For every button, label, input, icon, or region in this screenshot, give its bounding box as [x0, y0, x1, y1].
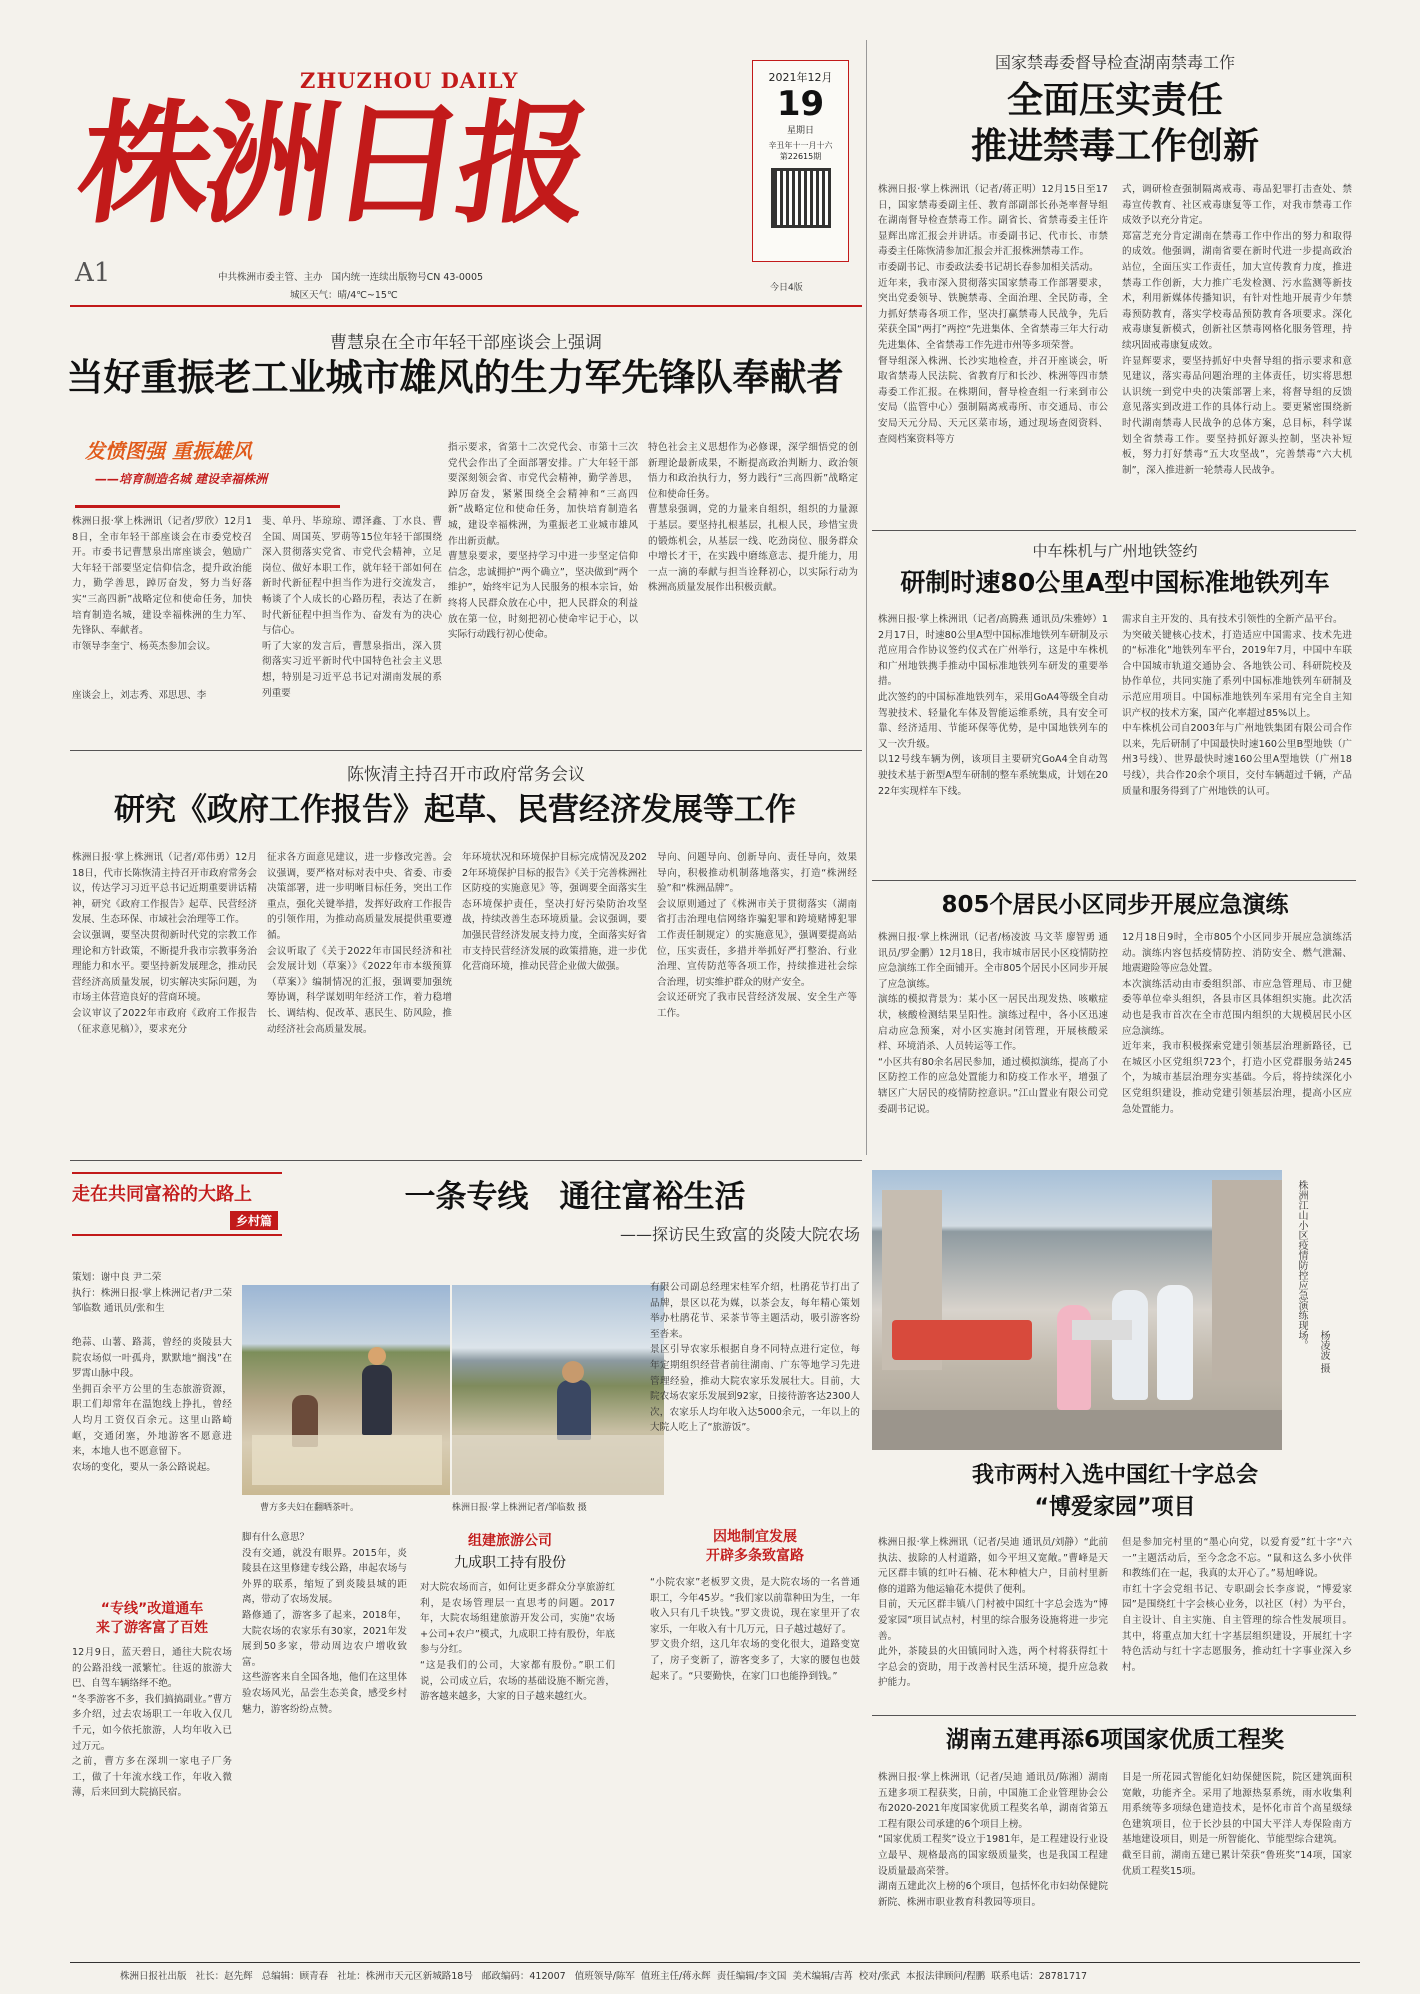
date-year-month: 2021年12月 — [768, 71, 833, 84]
footer-editor-chief: 总编辑：顾青春 — [261, 1971, 329, 1982]
article5-subhead3: 因地制宜发展 开辟多条致富路 — [706, 1529, 804, 1564]
tea-photo — [242, 1285, 450, 1495]
footer-address: 社址：株洲市天元区新城路18号 — [337, 1971, 473, 1982]
article2-headline: 研究《政府工作报告》起草、民营经济发展等工作 — [114, 792, 796, 828]
masthead — [70, 20, 830, 300]
article5-subhead1: “专线”改道通车 来了游客富了百姓 — [96, 1601, 208, 1636]
footer-proofread: 校对/张武 — [858, 1971, 900, 1982]
article4-col1: 株洲日报·掌上株洲讯（记者/杨凌波 马文莘 廖智勇 通讯员/罗金鹏）12月18日，我市城市居民小区疫情防控应急演练工作全面铺开。全市805个居民小区同步开展了应急演练。 演练的模拟背景为：某小区一居民出现发热、咳嗽症状，核酸检测结果呈阳性。演练过程中，各小区迅速启动应急预案，对小区实施封闭管理，开展核酸采样、环境消杀、人员转运等工作。 “小区共有80余名居民参加，通过模拟演练，提高了小区防控工作的应急处置能力和防疫工作水平，增强了辖区广大居民的疫情防控意识。”江山置业有限公司党委副书记说。 — [878, 932, 1108, 1115]
date-lunar: 辛丑年十一月十六 — [768, 141, 833, 150]
photo2-credit — [1312, 1330, 1330, 1430]
qr-code[interactable] — [771, 168, 831, 228]
pages-today: 今日4版 — [770, 283, 803, 293]
article1-col3: 指示要求，省第十二次党代会、市第十三次党代会作出了全面部署安排。广大年轻干部要深刻领会省、市党代会精神，勤学善思，踔厉奋发，紧紧围绕全会精神和“三高四新”战略定位和使命任务，加快培育制造名城，建设幸福株洲，为重振老工业城市雄风作出新贡献。 曹慧泉要求，要坚持学习中进一步坚定信仰信念，忠诚拥护“两个确立”，坚决做到“两个维护”，始终牢记为人民服务的根本宗旨，始终将人民群众放在心中，把人民群众的利益放在第一位，时刻把初心使命牢记于心，以实际行动践行初心使命。 — [448, 442, 638, 641]
article1-col1b: 座谈会上，刘志秀、邓思思、李 — [72, 690, 207, 701]
drill-photo — [872, 1170, 1282, 1450]
article5-subtitle: ——探访民生致富的炎陵大院农场 — [619, 1225, 860, 1244]
footer-art-editor: 美术编辑/吉苒 — [792, 1971, 853, 1982]
article7-divider — [872, 1715, 1356, 1716]
article5-subhead2b: 九成职工持有股份 — [454, 1555, 566, 1571]
article5-subhead2: 组建旅游公司 — [468, 1533, 552, 1549]
article4-divider — [872, 880, 1356, 881]
article5-col3b: “小院农家”老板罗文贵，是大院农场的一名普通职工，今年45岁。“我们家以前靠种田为生，一年收入只有几千块钱。”罗文贵说，现在家里开了农家乐，一年收入有十几万元，日子越过越好了。 罗文贵介绍，这几年农场的变化很大，道路变宽了，房子变新了，游客变多了，大家的腰包也鼓起来了。“只要勤快，在家门口也能挣到钱。” — [650, 1577, 860, 1682]
footer-night-editor: 值班领导/陈军 — [574, 1971, 635, 1982]
footer-page-editor: 值班主任/蒋永辉 — [640, 1971, 711, 1982]
article3-col2: 需求自主开发的、具有技术引领性的全新产品平台。 为突破关键核心技术，打造适应中国需求、技术先进的“标准化”地铁列车平台，2019年7月，中国中车联合中国城市轨道交通协会、各地铁公司、科研院校及协作单位，共同实施了系列中国标准地铁列车研制及示范应用项目。中国标准地铁列车采用有完全自主知识产权的技术方案，国产化率超过85%以上。 中车株机公司自2003年与广州地铁集团有限公司合作以来，先后研制了中国最快时速160公里B型地铁（广州3号线）、世界最快时速160公里A型地铁（广州18号线），共合作20余个项目，交付车辆超过千辆，产品质量和服务得到了广州地铁的认可。 — [1122, 614, 1352, 797]
paper-logo: 株洲日报 — [69, 87, 595, 242]
article2-col1: 株洲日报·掌上株洲讯（记者/邓伟勇）12月18日，代市长陈恢清主持召开市政府常务会议，传达学习习近平总书记近期重要讲话精神，研究《政府工作报告》起草、民营经济发展、生态环保、市域社会治理等工作。 会议强调，要坚决贯彻新时代党的宗教工作理论和方针政策，不断提升我市宗教事务治理能力和水平。要坚持新发展理念，推动民营经济高质量发展，切实解决实际问题，为市场主体营造良好的营商环境。 会议审议了2022年市政府《政府工作报告（征求意见稿）》，要求充分 — [72, 852, 257, 1035]
article5-col2: 脚有什么意思？ 没有交通，就没有眼界。2015年，炎陵县在这里修建专线公路，串起农场与外界的联系，缩短了到炎陵县城的距离，带动了农场发展。 路修通了，游客多了起来，2018年，大院农场的农家乐有30家，2021年发展到50多家，带动周边农户增收致富。 这些游客来自全国各地，他们在这里体验农场风光，品尝生态美食，感受乡村魅力，游客纷纷点赞。 — [242, 1532, 407, 1715]
weather: 城区天气：晴/4℃~15℃ — [290, 290, 398, 301]
article6-headline-2: “博爱家园”项目 — [1034, 1495, 1196, 1520]
footer-contact: 联系电话：28781717 — [991, 1971, 1088, 1982]
footer-postcode: 邮政编码：412007 — [481, 1971, 566, 1982]
article5-col2b: 对大院农场而言，如何让更多群众分享旅游红利，是农场管理层一直思考的问题。2017年，大院农场组建旅游开发公司，实施“农场+公司+农户”模式，九成职工持有股份，年底参与分红。 “这是我们的公司，大家都有股份。”职工们说，公司成立后，农场的基础设施不断完善，游客越来越多，大家的日子越来越红火。 — [420, 1582, 615, 1703]
series-sub: 乡村篇 — [230, 1211, 278, 1230]
article3-kicker: 中车株机与广州地铁签约 — [1032, 542, 1198, 560]
top-right-headline-2: 推进禁毒工作创新 — [970, 126, 1259, 167]
banner-subtitle: ——培育制造名城 建设幸福株洲 — [95, 472, 268, 486]
article2-col4: 导向、问题导向、创新导向、责任导向，效果导向，积极推动机制落地落实，打造“株洲经验”和“株洲品牌”。 会议原则通过了《株洲市关于贯彻落实（湖南省打击治理电信网络诈骗犯罪和跨境赌博犯罪工作责任制规定）的实施意见》，强调要提高站位，压实责任，多措并举抓好严打整治、行业治理、宣传防范等各项工作，持续推进社会综合治理，切实维护群众的财产安全。 会议还研究了我市民营经济发展、安全生产等工作。 — [657, 852, 857, 1019]
article4-headline: 805个居民小区同步开展应急演练 — [941, 892, 1289, 918]
page-code: A1 — [75, 258, 111, 288]
masthead-divider — [70, 305, 862, 307]
article7-col2: 目是一所花园式智能化妇幼保健医院，院区建筑面积宽敞，功能齐全。采用了地源热泵系统，雨水收集利用系统等多项绿色建造技术，是怀化市首个高星级绿色建筑项目，位于长沙县的中国大平洋人寿保险南方基地建设项目，则是一所智能化、节能型综合建筑。 截至目前，湖南五建已累计荣获“鲁班奖”14项，国家优质工程奖15项。 — [1122, 1772, 1352, 1877]
article6-headline-1: 我市两村入选中国红十字总会 — [971, 1463, 1258, 1488]
article5-col1: 绝蒜、山薯、路蒿，曾经的炎陵县大院农场似一叶孤舟，默默地“搁浅”在罗霄山脉中段。 坐拥百余平方公里的生态旅游资源，职工们却常年在温饱线上挣扎，曾经人均月工资仅百余元。这里山路崎岖，交通闭塞，外地游客不愿意进来，本地人也不愿意留下。 农场的变化，要从一条公路说起。 — [72, 1337, 232, 1473]
top-right-col2: 式，调研检查强制隔离戒毒、毒品犯罪打击查处、禁毒宣传教育、社区戒毒康复等工作，对我市禁毒工作成效予以充分肯定。 郑富芝充分肯定湖南在禁毒工作中作出的努力和取得的成效。他强调，湖南省要在新时代进一步提高政治站位，全面压实工作责任，加大宣传教育力度，推进禁毒工作创新，大力推广毛发检测、污水监测等新技术，利用新媒体传播知识，有针对性地开展青少年禁毒预防教育，落实学校毒品预防教育各项要求。深化戒毒康复新模式，创新社区禁毒网格化服务管理，持续巩固戒毒康复成效。 许显辉要求，要坚持抓好中央督导组的指示要求和意见建议，落实毒品问题治理的主体责任，切实将思想认识统一到党中央的决策部署上来，将督导组的反馈意见落实到改进工作的具体行动上。要更紧密围绕新时代湖南禁毒人民战争的总体方案，总目标，科学谋划全省禁毒工作。要坚持抓好源头控制，坚决补短板，努力打好禁毒“五大攻坚战”，完善禁毒“六大机制”，深入推进新一轮禁毒人民战争。 — [1122, 184, 1352, 476]
top-right-headline-1: 全面压实责任 — [1006, 80, 1223, 121]
footer-director: 社长：赵先辉 — [195, 1971, 253, 1982]
article3-col1: 株洲日报·掌上株洲讯（记者/高腾燕 通讯员/朱雅婷）12月17日，时速80公里A型中国标准地铁列车研制及示范应用合作协议签约仪式在广州举行，这是中车株机和广州地铁携手推动中国标准地铁列车研发的重要举措。 此次签约的中国标准地铁列车，采用GoA4等级全自动驾驶技术、轻量化车体及智能运维系统，具有安全可靠、经济适用、节能环保等优势，是中国地铁列车的又一次升级。 以12号线车辆为例，该项目主要研究GoA4全自动驾驶技术基于新型A型车研制的整车系统集成，计划在2022年实现样车下线。 — [878, 614, 1108, 797]
column-divider — [866, 40, 867, 1155]
footer-duty-editor: 责任编辑/李文国 — [716, 1971, 787, 1982]
article5-headline: 一条专线 通往富裕生活 — [404, 1179, 746, 1215]
article1-col4: 特色社会主义思想作为必修课，深学细悟党的创新理论最新成果，不断提高政治判断力、政治领悟力和政治执行力，努力践行“三高四新”战略定位和使命任务。 曹慧泉强调，党的力量来自组织，组织的力量源于基层。要坚持扎根基层，扎根人民，珍惜宝贵的锻炼机会，从基层一线、吃劲岗位、服务群众中增长才干，在实践中磨练意志、提升能力，用一点一滴的奉献与担当诠释初心，以实际行动为株洲高质量发展作出积极贡献。 — [648, 442, 858, 594]
farm-photo — [452, 1285, 664, 1495]
date-day: 19 — [776, 84, 825, 124]
footer-divider — [70, 1962, 1360, 1963]
article2-col2: 征求各方面意见建议，进一步修改完善。会议强调，要严格对标对表中央、省委、市委决策部署，进一步明晰目标任务，突出工作重点，强化关键举措，发挥好政府工作报告的引领作用，为推动高质量发展提供重要遵循。 会议听取了《关于2022年市国民经济和社会发展计划（草案）》《2022年市本级预算（草案）》编制情况的汇报，强调要加强统筹协调，科学谋划明年经济工作，着力稳增长、调结构、促改革、惠民生、防风险，推动经济社会高质量发展。 — [267, 852, 452, 1035]
publisher-line — [218, 269, 483, 283]
photo2-credit-text: 杨凌波 摄 — [1318, 1330, 1329, 1374]
article3-divider — [872, 530, 1356, 531]
photo2-caption — [1290, 1180, 1308, 1400]
series-badge — [72, 1172, 282, 1236]
english-name: ZHUZHOU DAILY — [300, 68, 519, 93]
photo2-caption-text: 株洲江山小区疫情防控应急演练现场。 — [1296, 1180, 1307, 1350]
article7-col1: 株洲日报·掌上株洲讯（记者/吴迪 通讯员/陈湘）湖南五建多项工程获奖，日前，中国施工企业管理协会公布2020-2021年度国家优质工程奖名单，湖南省第五工程有限公司承建的6个项目上榜。 “国家优质工程奖”设立于1981年，是工程建设行业设立最早、规格最高的国家级质量奖，也是我国工程建设质量最高荣誉。 湖南五建此次上榜的6个项目，包括怀化市妇幼保健院新院、株洲市职业教育科教园等项目。 — [878, 1772, 1108, 1908]
article5-col1b: 12月9日，蓝天碧日，通往大院农场的公路沿线一派繁忙。往返的旅游大巴、自驾车辆络绎不绝。 “冬季游客不多，我们搞搞副业。”曹方多介绍，过去农场职工一年收入仅几千元，如今依托旅游，人均年收入已过万元。 之前，曹方多在深圳一家电子厂务工，做了十年流水线工作，年收入微薄，后来回到大院搞民宿。 — [72, 1647, 232, 1799]
article1-headline: 当好重振老工业城市雄风的生力军先锋队奉献者 — [66, 356, 844, 399]
top-right-kicker: 国家禁毒委督导检查湖南禁毒工作 — [994, 53, 1235, 72]
article5-credits: 策划：谢中良 尹二荣 执行：株洲日报·掌上株洲记者/尹二荣 邹临数 通讯员/张和生 — [72, 1272, 232, 1315]
article1-col1: 株洲日报·掌上株洲讯（记者/罗欣）12月18日，全市年轻干部座谈会在市委党校召开。市委书记曹慧泉出席座谈会，勉励广大年轻干部要坚定信仰信念，提升政治能力，勤学善思，踔厉奋发，努力当好落实“三高四新”战略定位和使命任务，加快培育制造名城，建设幸福株洲的生力军、先锋队、奉献者。 市领导李奎宁、杨英杰参加会议。 — [72, 516, 252, 652]
footer-legal: 本报法律顾问/程鹏 — [905, 1971, 986, 1982]
photo1-credit: 株洲日报·掌上株洲记者/邹临数 摄 — [452, 1503, 587, 1513]
article2-kicker: 陈恢清主持召开市政府常务会议 — [347, 765, 585, 785]
cn-number: 国内统一连续出版物号CN 43-0005 — [331, 272, 484, 283]
growth-banner — [75, 435, 340, 508]
article3-headline: 研制时速80公里A型中国标准地铁列车 — [900, 568, 1330, 597]
date-issue: 第22615期 — [779, 152, 822, 161]
banner-title: 发愤图强 重振雄风 — [85, 439, 252, 463]
article4-col2: 12月18日9时，全市805个小区同步开展应急演练活动。演练内容包括疫情防控、消防安全、燃气泄漏、地震避险等应急处置。 本次演练活动由市委组织部、市应急管理局、市卫健委等单位牵头组织，各县市区具体组织实施。此次活动也是我市首次在全市范围内组织的大规模居民小区应急演练。 近年来，我市积极探索党建引领基层治理新路径，已在城区小区党组织723个，打造小区党群服务站245个，为城市基层治理夯实基础。今后，将持续深化小区党组织建设，推动党建引领基层治理，提高小区应急处置能力。 — [1122, 932, 1352, 1115]
article1-kicker: 曹慧泉在全市年轻干部座谈会上强调 — [330, 333, 602, 353]
series-label: 走在共同富裕的大路上 — [72, 1184, 252, 1205]
date-weekday: 星期日 — [786, 126, 814, 136]
article2-col3: 年环境状况和环境保护目标完成情况及2022年环境保护目标的报告》《关于完善株洲社区防疫的实施意见》等，强调要全面落实生态环境保护责任，坚决打好污染防治攻坚战，持续改善生态环境质量。会议强调，要加强民营经济发展支持力度，全面落实好省市支持民营经济发展的政策措施，进一步优化营商环境，推动民营企业做大做强。 — [462, 852, 647, 973]
article6-col1: 株洲日报·掌上株洲讯（记者/吴迪 通讯员/刘静）“此前执法、拔除的人村道路，如今平坦又宽敞。”曹峰是天元区群丰镇的红叶石楠、花木种植大户，目前村里新修的道路为他运输花木提供了便利。 目前，天元区群丰镇八门村被中国红十字总会选为“博爱家园”项目试点村，村里的综合服务设施将进一步完善。 此外，茶陵县的火田镇同时入选，两个村将获得红十字总会的资助，用于改善村民生活环境，提升应急救护能力。 — [878, 1537, 1108, 1689]
article1-divider — [70, 750, 862, 751]
article1-col2: 斐、单丹、毕琼琼、谭泽鑫、丁水良、曹全国、周国英、罗萌等15位年轻干部围绕深入贯彻落实党省、市党代会精神，立足岗位、做好本职工作，就年轻干部如何在新时代新征程中担当作为进行交流发言，畅谈了个人成长的心路历程，表达了在新时代新征程中担当作为、奋发有为的决心与信心。 听了大家的发言后，曹慧泉指出，深入贯彻落实习近平新时代中国特色社会主义思想，特别是习近平总书记对湖南发展的系列重要 — [262, 516, 442, 699]
article5-col3: 有限公司副总经理宋桂军介绍，杜鹃花节打出了品牌，景区以花为媒，以茶会友，每年精心策划举办杜鹃花节、采茶节等主题活动，吸引游客纷至沓来。 景区引导农家乐根据自身不同特点进行定位，每年定期组织经营者前往湖南、广东等地学习先进管理经验，推动大院农家乐发展壮大。目前，大院农场农家乐发展到92家，日接待游客达2300人次，农家乐人均年收入达5000余元，一年以上的大院人吃上了“旅游饭”。 — [650, 1282, 860, 1434]
article7-headline: 湖南五建再添6项国家优质工程奖 — [945, 1727, 1284, 1753]
footer-publisher: 株洲日报社出版 — [120, 1971, 187, 1982]
publisher: 中共株洲市委主管、主办 — [218, 272, 323, 283]
article5-divider — [70, 1160, 862, 1161]
date-box — [752, 60, 849, 262]
top-right-col1: 株洲日报·掌上株洲讯（记者/蒋正明）12月15日至17日，国家禁毒委副主任、教育部副部长孙尧率督导组在湖南督导检查禁毒工作。副省长、省禁毒委主任许显辉出席汇报会并讲话。市委副书记、代市长、市禁毒委主任陈恢清参加汇报会并汇报株洲禁毒工作。 市委副书记、市委政法委书记胡长春参加相关活动。 近年来，我市深入贯彻落实国家禁毒工作部署要求，突出党委领导、铁腕禁毒、全面治理、全民防毒，全力抓好禁毒各项工作，坚决打赢禁毒人民战争，先后荣获全国“两打”两控“先进集体、全省禁毒三年大行动先进集体、全省禁毒工作先进市州等多项荣誉。 督导组深入株洲、长沙实地检查，并召开座谈会，听取省禁毒人民法院、省教育厅和长沙、株洲等四市禁毒委工作汇报。在株期间，督导检查组一行来到市公安局（监管中心）强制隔离戒毒所、市交通局、市公安局天元分局、天元区菜市场，通过现场查阅资料、查阅档案资料等方 — [878, 184, 1108, 445]
footer — [120, 1968, 1350, 1982]
article6-col2: 但是参加完村里的“墨心向党，以爱育爱”红十字“六一”主题活动后，至今念念不忘。“鼠和这么多小伙伴和教练们在一起，我真的太开心了。”易旭峰说。 市红十字会党组书记、专职副会长李彦说，“博爱家园”是围绕红十字会核心业务，以社区（村）为平台，自主设计、自主实施、自主管理的综合性发展项目。其中，将重点加大红十字基层组织建设，开展红十字特色活动与红十字志愿服务，推动红十字事业深入乡村。 — [1122, 1537, 1352, 1673]
photo1-caption: 曹方多夫妇在翻晒茶叶。 — [260, 1503, 360, 1513]
